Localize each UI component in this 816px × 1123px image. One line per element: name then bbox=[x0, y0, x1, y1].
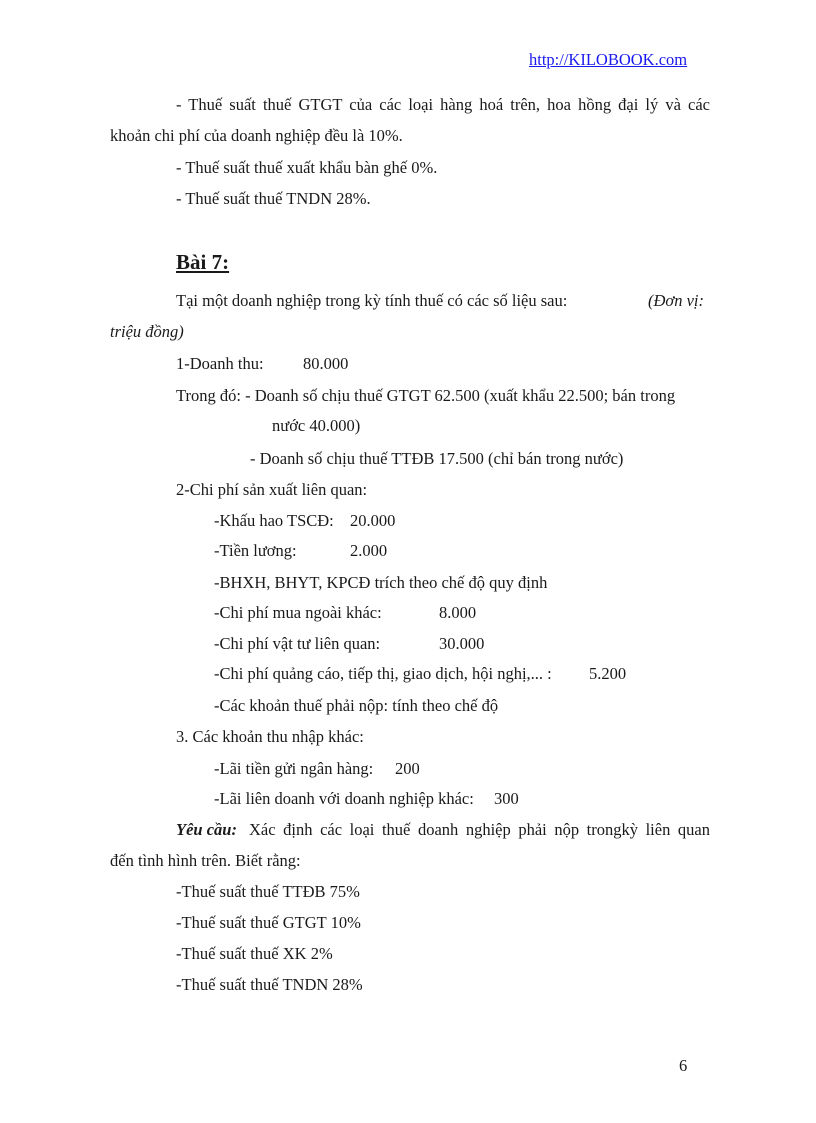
ads-label: -Chi phí quảng cáo, tiếp thị, giao dịch, hội nghị,... : bbox=[214, 664, 552, 683]
exercise-intro-text: Tại một doanh nghiệp trong kỳ tính thuế có các số liệu sau: bbox=[176, 291, 568, 310]
jv-income-label: -Lãi liên doanh với doanh nghiệp khác: bbox=[214, 789, 474, 808]
unit-note-b: triệu đồng) bbox=[110, 322, 184, 341]
other-income-label: 3. Các khoản thu nhập khác: bbox=[176, 727, 364, 746]
intro-line-3: - Thuế suất thuế TNDN 28%. bbox=[176, 189, 371, 208]
salary-label: -Tiền lương: bbox=[214, 541, 297, 560]
rate-ttdb: -Thuế suất thuế TTĐB 75% bbox=[176, 882, 360, 901]
in-which-line-2: - Doanh số chịu thuế TTĐB 17.500 (chỉ bán trong nước) bbox=[250, 449, 624, 468]
unit-note-a: (Đơn vị: bbox=[648, 291, 704, 310]
taxes-payable-line: -Các khoản thuế phải nộp: tính theo chế độ bbox=[214, 696, 499, 715]
intro-line-1: - Thuế suất thuế GTGT của các loại hàng hoá trên, hoa hồng đại lý và các bbox=[176, 95, 710, 114]
depreciation-value: 20.000 bbox=[350, 511, 396, 530]
in-which-line-1b: nước 40.000) bbox=[272, 416, 361, 435]
bank-interest-label: -Lãi tiền gửi ngân hàng: bbox=[214, 759, 374, 778]
requirement-text-b: đến tình hình trên. Biết rằng: bbox=[110, 851, 301, 870]
intro-line-1b: khoản chi phí của doanh nghiệp đều là 10%. bbox=[110, 126, 403, 145]
rate-xk: -Thuế suất thuế XK 2% bbox=[176, 944, 333, 963]
requirement-text: Xác định các loại thuế doanh nghiệp phải nộp trongkỳ liên quan bbox=[249, 820, 710, 839]
jv-income-value: 300 bbox=[494, 789, 519, 808]
bank-interest-value: 200 bbox=[395, 759, 420, 778]
ads-value: 5.200 bbox=[589, 664, 627, 683]
in-which-line-1: Trong đó: - Doanh số chịu thuế GTGT 62.500 (xuất khẩu 22.500; bán trong bbox=[176, 386, 676, 405]
rate-gtgt: -Thuế suất thuế GTGT 10% bbox=[176, 913, 361, 932]
depreciation-label: -Khấu hao TSCĐ: bbox=[214, 511, 334, 530]
costs-label: 2-Chi phí sản xuất liên quan: bbox=[176, 480, 368, 499]
requirement-label: Yêu cầu: bbox=[176, 820, 237, 839]
salary-value: 2.000 bbox=[350, 541, 388, 560]
exercise-title: Bài 7: bbox=[176, 250, 230, 274]
revenue-value: 80.000 bbox=[303, 354, 349, 373]
header-url-link[interactable]: http://KILOBOOK.com bbox=[529, 50, 688, 69]
rate-tndn: -Thuế suất thuế TNDN 28% bbox=[176, 975, 363, 994]
outsourced-value: 8.000 bbox=[439, 603, 477, 622]
intro-line-2: - Thuế suất thuế xuất khẩu bàn ghế 0%. bbox=[176, 158, 438, 177]
outsourced-label: -Chi phí mua ngoài khác: bbox=[214, 603, 382, 622]
insurance-line: -BHXH, BHYT, KPCĐ trích theo chế độ quy định bbox=[214, 573, 548, 592]
revenue-label: 1-Doanh thu: bbox=[176, 354, 264, 373]
materials-value: 30.000 bbox=[439, 634, 485, 653]
page-number: 6 bbox=[679, 1056, 688, 1075]
materials-label: -Chi phí vật tư liên quan: bbox=[214, 634, 381, 653]
